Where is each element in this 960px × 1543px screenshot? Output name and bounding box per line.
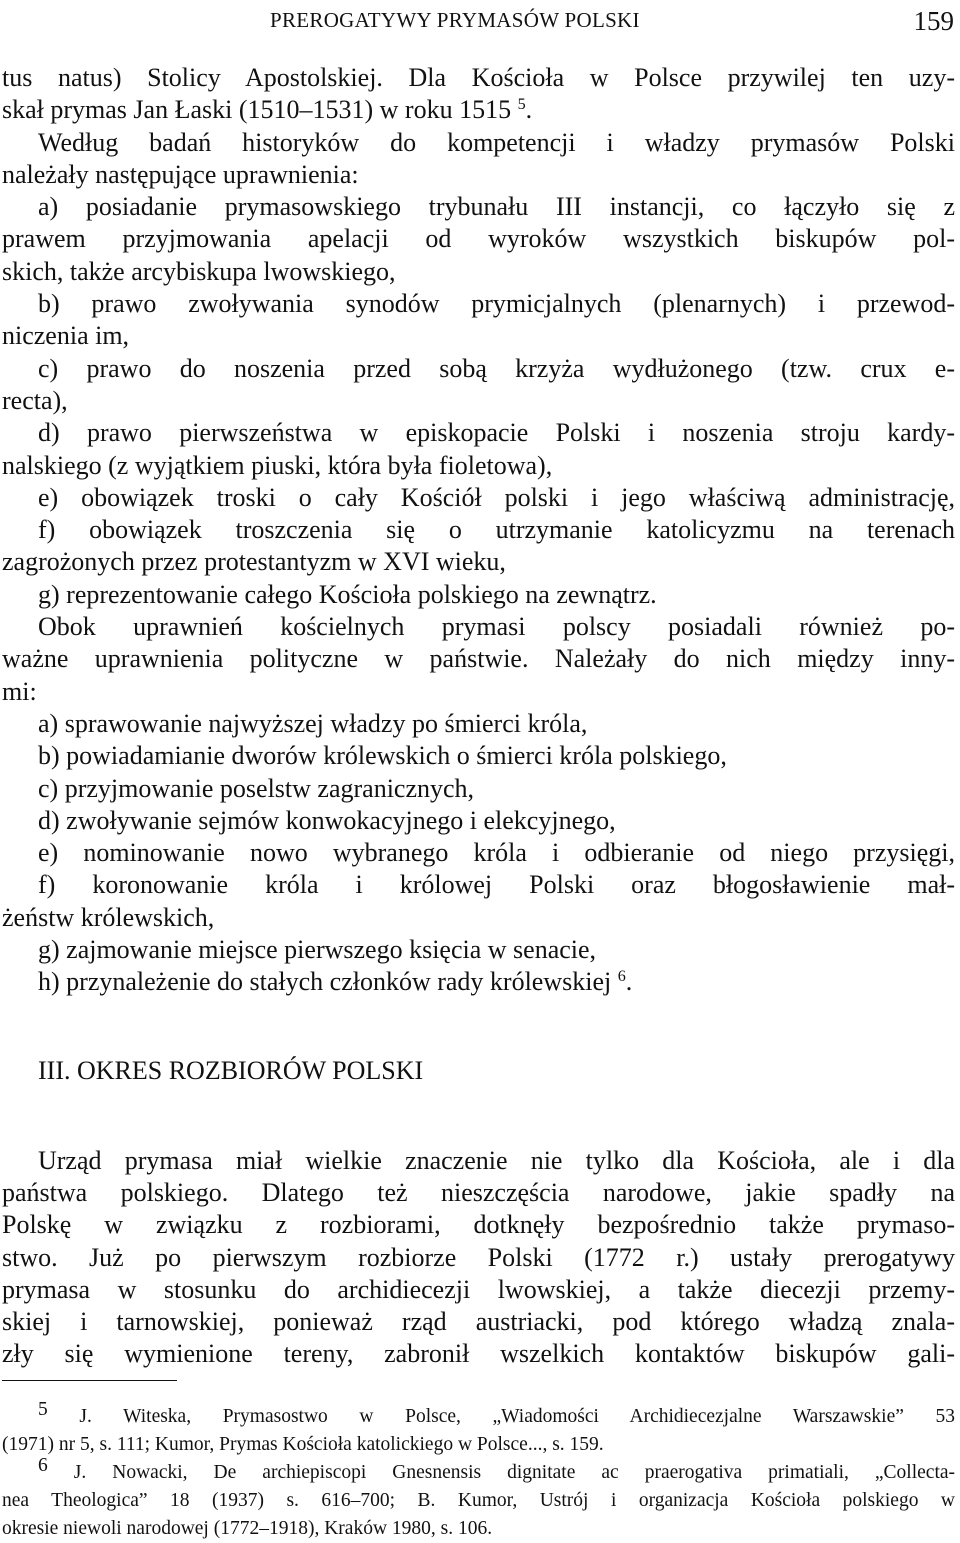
line-text: nalskiego (z wyjątkiem piuski, która była fioletowa),	[2, 450, 553, 480]
main-text	[2, 62, 955, 1371]
text-line	[2, 966, 955, 998]
text-line	[2, 1338, 955, 1370]
line-text: b) powiadamianie dworów królewskich o śmierci króla polskiego,	[38, 741, 727, 771]
line-text: Urząd prymasa miał wielkie znaczenie nie tylko dla Kościoła, ale i dla	[38, 1145, 955, 1175]
text-line	[2, 708, 955, 740]
text-line	[2, 934, 955, 966]
line-text: c) prawo do noszenia przed sobą krzyża wydłużonego (tzw. crux e-	[38, 353, 955, 383]
text-line	[2, 1145, 955, 1177]
line-text: g) reprezentowanie całego Kościoła polskiego na zewnątrz.	[38, 579, 657, 609]
line-text: państwa polskiego. Dlatego też nieszczęścia narodowe, jakie spadły na	[2, 1177, 955, 1207]
line-text: skich, także arcybiskupa lwowskiego,	[2, 256, 396, 286]
page-header	[0, 6, 960, 42]
footnote-reference: 5	[517, 96, 526, 114]
footnote-marker: 5	[38, 1399, 48, 1421]
footnote-rule	[2, 1380, 177, 1381]
line-text: recta),	[2, 385, 68, 415]
text-line	[2, 611, 955, 643]
text-line	[2, 482, 955, 514]
section-heading: III. OKRES ROZBIORÓW POLSKI	[38, 1055, 424, 1085]
line-text: e) obowiązek troski o cały Kościół polski i jego właściwą administrację,	[38, 482, 955, 512]
line-text: Według badań historyków do kompetencji i władzy prymasów Polski	[38, 127, 955, 157]
line-text: Obok uprawnień kościelnych prymasi polscy posiadali również po-	[38, 612, 955, 642]
line-text: stwo. Już po pierwszym rozbiorze Polski (1772 r.) ustały prerogatywy	[2, 1242, 955, 1272]
line-text: nea Theologica” 18 (1937) s. 616–700; B. Kumor, Ustrój i organizacja Kościoła polskiego w	[2, 1490, 955, 1511]
line-text: d) zwoływanie sejmów konwokacyjnego i elekcyjnego,	[38, 805, 616, 835]
line-text: a) sprawowanie najwyższej władzy po śmierci króla,	[38, 708, 588, 738]
line-text: niczenia im,	[2, 321, 130, 351]
line-text: J. Witeska, Prymasostwo w Polsce, „Wiadomości Archidiecezjalne Warszawskie” 53	[79, 1406, 955, 1427]
line-text: żeństw królewskich,	[2, 902, 215, 932]
line-text: a) posiadanie prymasowskiego trybunału III instancji, co łączyło się z	[38, 192, 955, 222]
footnote-line	[2, 1455, 956, 1487]
footnote-line	[2, 1515, 955, 1543]
text-line	[2, 579, 955, 611]
text-line	[2, 1306, 955, 1338]
section-spacer	[2, 999, 955, 1055]
line-text: J. Nowacki, De archiepiscopi Gnesnensis dignitate ac praerogativa primatiali, „Collecta-	[73, 1462, 956, 1483]
text-line	[2, 740, 955, 772]
text-line	[2, 191, 955, 223]
text-line	[2, 676, 955, 708]
line-text: prawem przyjmowania apelacji od wyroków wszystkich biskupów pol-	[2, 224, 955, 254]
line-text: d) prawo pierwszeństwa w episkopacie Polski i noszenia stroju kardy-	[38, 418, 955, 448]
footnote-line	[2, 1399, 955, 1431]
line-text: prymasa w stosunku do archidiecezji lwowskiej, a także diecezji przemy-	[2, 1274, 955, 1304]
text-line	[2, 546, 955, 578]
line-text: g) zajmowanie miejsce pierwszego księcia w senacie,	[38, 935, 597, 965]
text-line	[2, 288, 955, 320]
line-tail: .	[525, 95, 533, 125]
line-text: zły się wymienione tereny, zabronił wszelkich kontaktów biskupów gali-	[2, 1339, 955, 1369]
text-line	[2, 902, 955, 934]
line-text: tus natus) Stolicy Apostolskiej. Dla Kościoła w Polsce przywilej ten uzy-	[2, 63, 955, 92]
text-line	[2, 450, 955, 482]
text-line	[2, 94, 955, 126]
footnotes	[2, 1380, 955, 1543]
text-line	[2, 223, 955, 255]
text-line	[2, 256, 955, 288]
line-text: ważne uprawnienia polityczne w państwie. Należały do nich między inny-	[2, 644, 955, 674]
text-line	[2, 805, 955, 837]
text-line	[2, 1242, 955, 1274]
line-text: okresie niewoli narodowej (1772–1918), Kraków 1980, s. 106.	[2, 1518, 493, 1539]
footnote-line	[2, 1431, 955, 1459]
line-text: b) prawo zwoływania synodów prymicjalnych (plenarnych) i przewod-	[38, 289, 955, 319]
page-number: 159	[913, 6, 954, 36]
line-text: h) przynależenie do stałych członków rady królewskiej	[38, 967, 612, 997]
line-text: należały następujące uprawnienia:	[2, 159, 359, 189]
line-text: e) nominowanie nowo wybranego króla i odbieranie od niego przysięgi,	[38, 838, 955, 868]
line-text: f) koronowanie króla i królowej Polski oraz błogosławienie mał-	[38, 870, 955, 900]
section-spacer	[2, 1089, 955, 1145]
text-line	[2, 643, 955, 675]
footnote-list	[2, 1399, 956, 1543]
text-line	[2, 385, 955, 417]
body-paragraphs	[2, 62, 955, 999]
line-text: zagrożonych przez protestantyzm w XVI wieku,	[2, 547, 506, 577]
footnote-line	[2, 1487, 955, 1515]
line-text: c) przyjmowanie poselstw zagranicznych,	[38, 773, 475, 803]
running-head: PREROGATYWY PRYMASÓW POLSKI	[270, 8, 640, 32]
text-line	[2, 773, 955, 805]
text-line	[2, 1274, 955, 1306]
text-line	[2, 127, 955, 159]
text-line	[2, 514, 955, 546]
text-line	[2, 353, 955, 385]
line-text: skał prymas Jan Łaski (1510–1531) w roku 1515	[2, 95, 512, 125]
footnote-reference: 6	[617, 968, 626, 986]
text-line	[2, 869, 955, 901]
text-line	[2, 159, 955, 191]
text-line	[2, 320, 955, 352]
section-paragraph	[2, 1145, 955, 1371]
text-line	[2, 1209, 955, 1241]
footnote-marker: 6	[38, 1455, 48, 1477]
text-line	[2, 62, 955, 94]
text-line	[2, 1177, 955, 1209]
text-line	[2, 837, 955, 869]
line-text: Polskę w związku z rozbiorami, dotknęły bezpośrednio także prymaso-	[2, 1210, 955, 1240]
line-text: mi:	[2, 676, 37, 706]
line-text: (1971) nr 5, s. 111; Kumor, Prymas Kościoła katolickiego w Polsce..., s. 159.	[2, 1434, 604, 1455]
line-text: f) obowiązek troszczenia się o utrzymanie katolicyzmu na terenach	[38, 515, 955, 545]
text-line	[2, 417, 955, 449]
line-tail: .	[625, 967, 633, 997]
line-text: skiej i tarnowskiej, ponieważ rząd austriacki, pod którego władzą znala-	[2, 1307, 955, 1337]
